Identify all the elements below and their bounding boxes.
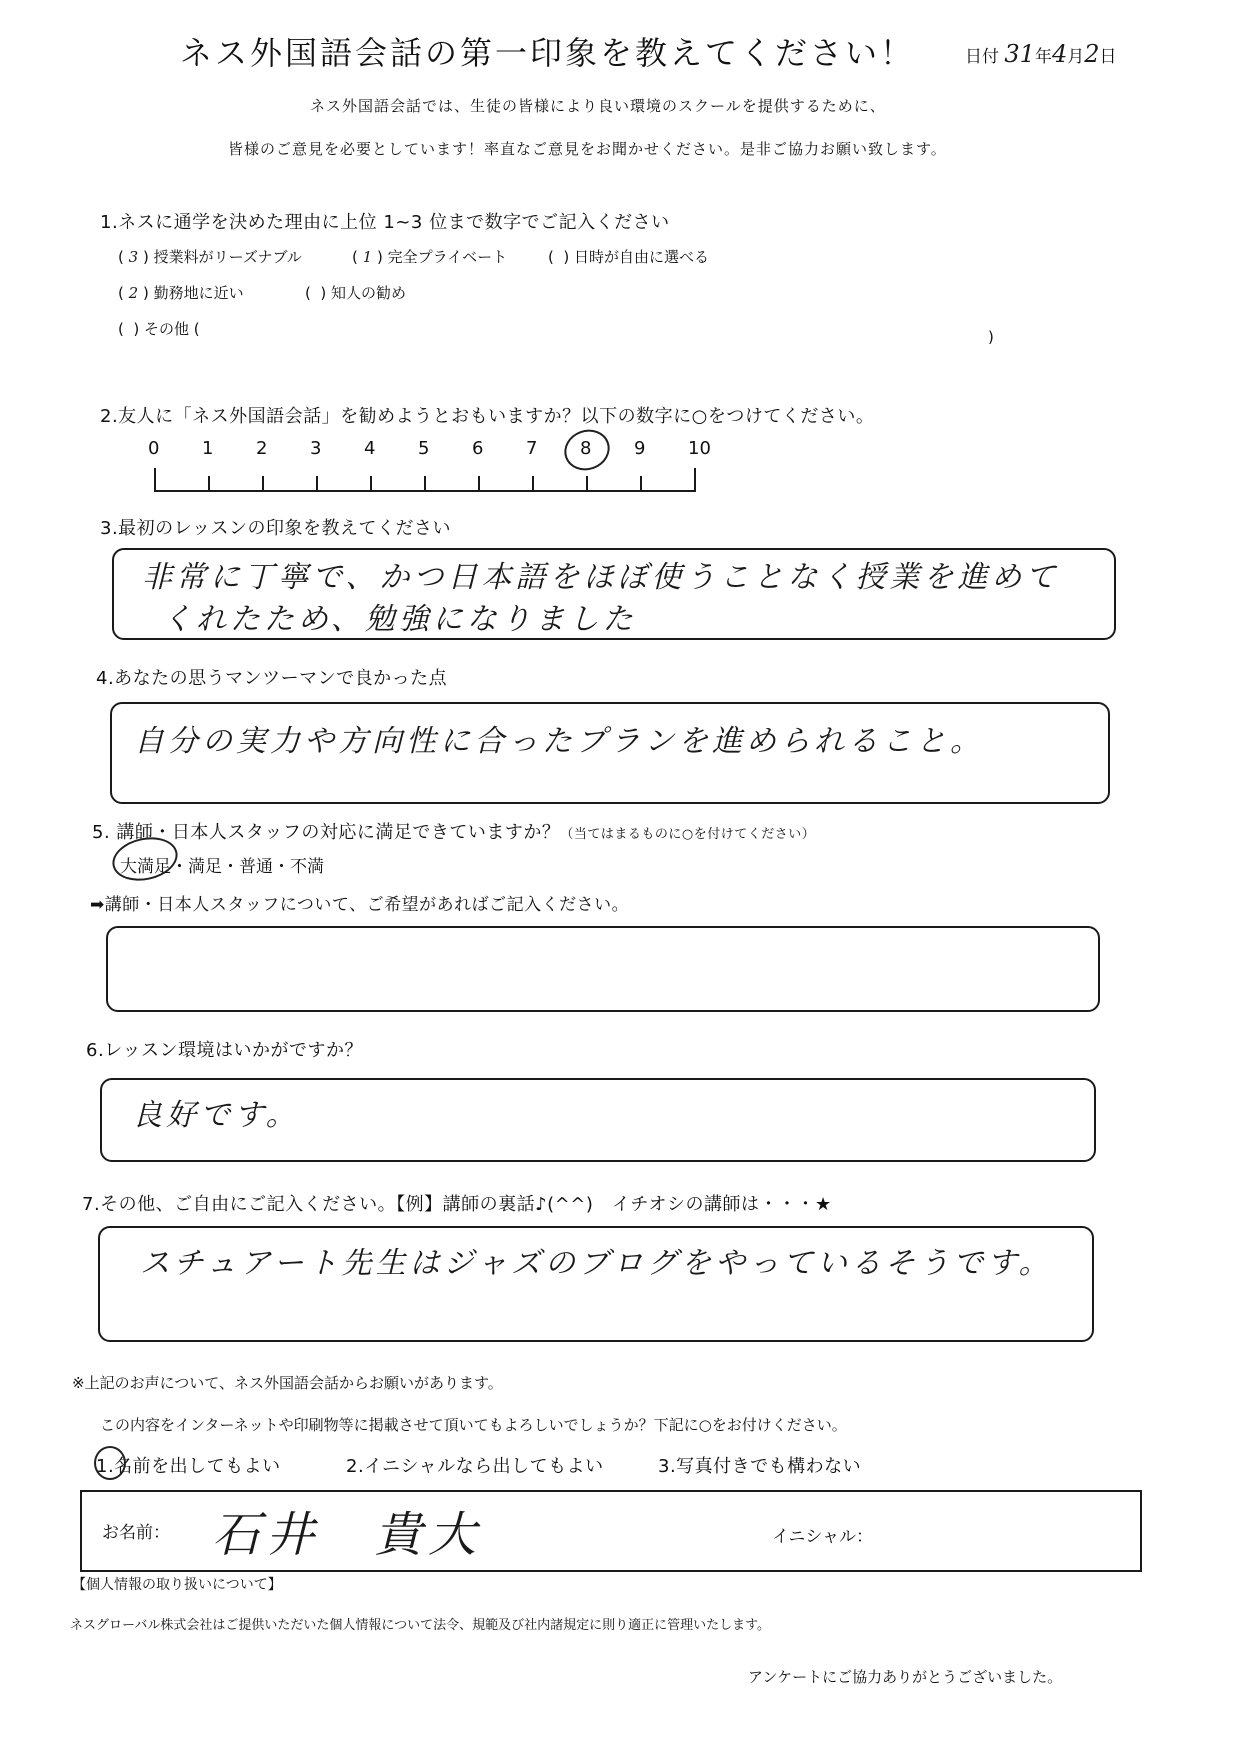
q3-answer-box[interactable]	[112, 548, 1116, 640]
date-month-unit: 月	[1067, 47, 1085, 67]
q2-scale-number-5[interactable]: 5	[418, 438, 430, 459]
q2-scale-number-2[interactable]: 2	[256, 438, 268, 459]
consent-note: ※上記のお声について、ネス外国語会話からお願いがあります。	[72, 1374, 503, 1392]
q2-scale-number-8[interactable]: 8	[580, 438, 592, 459]
date-field	[965, 40, 1117, 68]
consent-option-1-selected-circle	[94, 1446, 126, 1480]
q2-scale-tick	[370, 476, 372, 492]
q1-option-4[interactable]: ( 2 ) 勤務地に近い	[118, 284, 244, 302]
q2-scale-tick	[316, 476, 318, 492]
q5-sub-question: ➡講師・日本人スタッフについて、ご希望があればご記入ください。	[90, 895, 630, 915]
form-title: ネス外国語会話の第一印象を教えてください！	[180, 34, 916, 72]
intro-line-1: ネス外国語会話では、生徒の皆様により良い環境のスクールを提供するために、	[310, 97, 886, 115]
q6-question: 6.レッスン環境はいかがですか？	[86, 1040, 363, 1061]
q4-question: 4.あなたの思うマンツーマンで良かった点	[96, 668, 448, 689]
q2-scale-tick	[154, 468, 156, 492]
intro-line-2: 皆様のご意見を必要としています！率直なご意見をお聞かせください。是非ご協力お願い致します。	[228, 140, 947, 158]
q6-answer: 良好です。	[132, 1098, 300, 1133]
q1-option-1-rank: 3	[128, 248, 139, 266]
q2-scale-tick	[208, 476, 210, 492]
q6-answer-box[interactable]	[100, 1078, 1096, 1162]
q7-answer-box[interactable]	[98, 1226, 1094, 1342]
q2-scale-tick	[262, 476, 264, 492]
consent-question: この内容をインターネットや印刷物等に掲載させて頂いてもよろしいでしょうか？下記に○をお付けください。	[100, 1416, 847, 1434]
q2-scale-number-7[interactable]: 7	[526, 438, 538, 459]
q1-option-1[interactable]: ( 3 ) 授業料がリーズナブル	[118, 248, 302, 266]
q5-option-satisfied[interactable]: 満足	[188, 857, 222, 877]
q1-option-5[interactable]: ( ) 知人の勧め	[305, 284, 407, 302]
q3-answer-line-1: 非常に丁寧で、かつ日本語をほぼ使うことなく授業を進めて	[142, 560, 1060, 595]
q1-other-close-paren: )	[988, 328, 994, 346]
q2-question: 2.友人に「ネス外国語会話」を勧めようとおもいますか？以下の数字に○をつけてください。	[100, 406, 875, 427]
q1-option-3[interactable]: ( ) 日時が自由に選べる	[548, 248, 710, 266]
q1-option-1-label: 授業料がリーズナブル	[153, 248, 302, 266]
q2-scale-number-10[interactable]: 10	[688, 438, 711, 459]
q5-question-text: 5. 講師・日本人スタッフの対応に満足できていますか？	[92, 822, 561, 843]
q7-answer: スチュアート先生はジャズのブログをやっているそうです。	[140, 1246, 1053, 1281]
q1-option-3-label: 日時が自由に選べる	[574, 248, 710, 266]
date-year: 31	[1004, 40, 1035, 68]
q1-option-6-label: その他	[144, 320, 190, 338]
date-label: 日付	[965, 47, 999, 67]
q2-scale-number-6[interactable]: 6	[472, 438, 484, 459]
q5-option-very-satisfied[interactable]: 大満足	[120, 857, 171, 877]
date-day-unit: 日	[1099, 47, 1117, 67]
q2-scale-number-1[interactable]: 1	[202, 438, 214, 459]
q2-selected-circle	[559, 423, 616, 476]
q2-scale-tick	[694, 468, 696, 492]
q2-scale-number-0[interactable]: 0	[148, 438, 160, 459]
q1-option-2-rank: 1	[362, 248, 373, 266]
q5-sep: ・	[273, 857, 290, 877]
privacy-heading: 【個人情報の取り扱いについて】	[72, 1577, 282, 1593]
q1-question: 1.ネスに通学を決めた理由に上位 1~3 位まで数字でご記入ください	[100, 212, 670, 233]
q5-comment-box[interactable]	[106, 926, 1100, 1012]
privacy-text: ネスグローバル株式会社はご提供いただいた個人情報について法令、規範及び社内諸規定に則り適正に管理いたします。	[70, 1618, 771, 1633]
q2-scale-number-4[interactable]: 4	[364, 438, 376, 459]
q2-scale	[140, 438, 720, 498]
q3-answer-line-2: くれたため、勉強になりました	[162, 602, 637, 637]
q1-option-2[interactable]: ( 1 ) 完全プライベート	[352, 248, 508, 266]
q1-option-4-rank: 2	[128, 284, 139, 302]
q2-scale-number-3[interactable]: 3	[310, 438, 322, 459]
q5-sep: ・	[222, 857, 239, 877]
q5-note: （当てはまるものに○を付けてください）	[560, 827, 816, 842]
q4-answer: 自分の実力や方向性に合ったプランを進められること。	[134, 724, 984, 759]
q3-question: 3.最初のレッスンの印象を教えてください	[100, 518, 451, 539]
q7-question: 7.その他、ご自由にご記入ください。【例】講師の裏話♪(^^) イチオシの講師は・・・★	[82, 1194, 832, 1215]
q2-scale-tick	[424, 476, 426, 492]
initial-label: イニシャル：	[772, 1527, 873, 1547]
q1-option-5-label: 知人の勧め	[331, 284, 407, 302]
q5-sep: ・	[171, 857, 188, 877]
q2-scale-tick	[478, 476, 480, 492]
consent-option-2[interactable]: 2.イニシャルなら出してもよい	[346, 1456, 604, 1477]
consent-option-1[interactable]: 1.名前を出してもよい	[96, 1456, 281, 1477]
q5-question	[92, 818, 815, 844]
date-month: 4	[1051, 40, 1068, 68]
name-box[interactable]	[80, 1490, 1142, 1572]
q2-scale-tick	[586, 476, 588, 492]
q4-answer-box[interactable]	[110, 702, 1110, 804]
name-value: 石井 貴大	[212, 1507, 483, 1563]
q1-option-2-label: 完全プライベート	[387, 248, 508, 266]
q2-scale-number-9[interactable]: 9	[634, 438, 646, 459]
q1-option-6[interactable]: ( ) その他 (	[118, 320, 200, 338]
q2-scale-tick	[532, 476, 534, 492]
thanks-message: アンケートにご協力ありがとうございました。	[748, 1668, 1063, 1686]
name-label: お名前：	[102, 1523, 170, 1543]
consent-option-3[interactable]: 3.写真付きでも構わない	[658, 1456, 862, 1477]
date-year-unit: 年	[1034, 47, 1052, 67]
q1-option-4-label: 勤務地に近い	[153, 284, 244, 302]
q5-option-average[interactable]: 普通	[239, 857, 273, 877]
date-day: 2	[1084, 40, 1100, 68]
q5-option-unsatisfied[interactable]: 不満	[290, 857, 324, 877]
q2-scale-tick	[640, 476, 642, 492]
